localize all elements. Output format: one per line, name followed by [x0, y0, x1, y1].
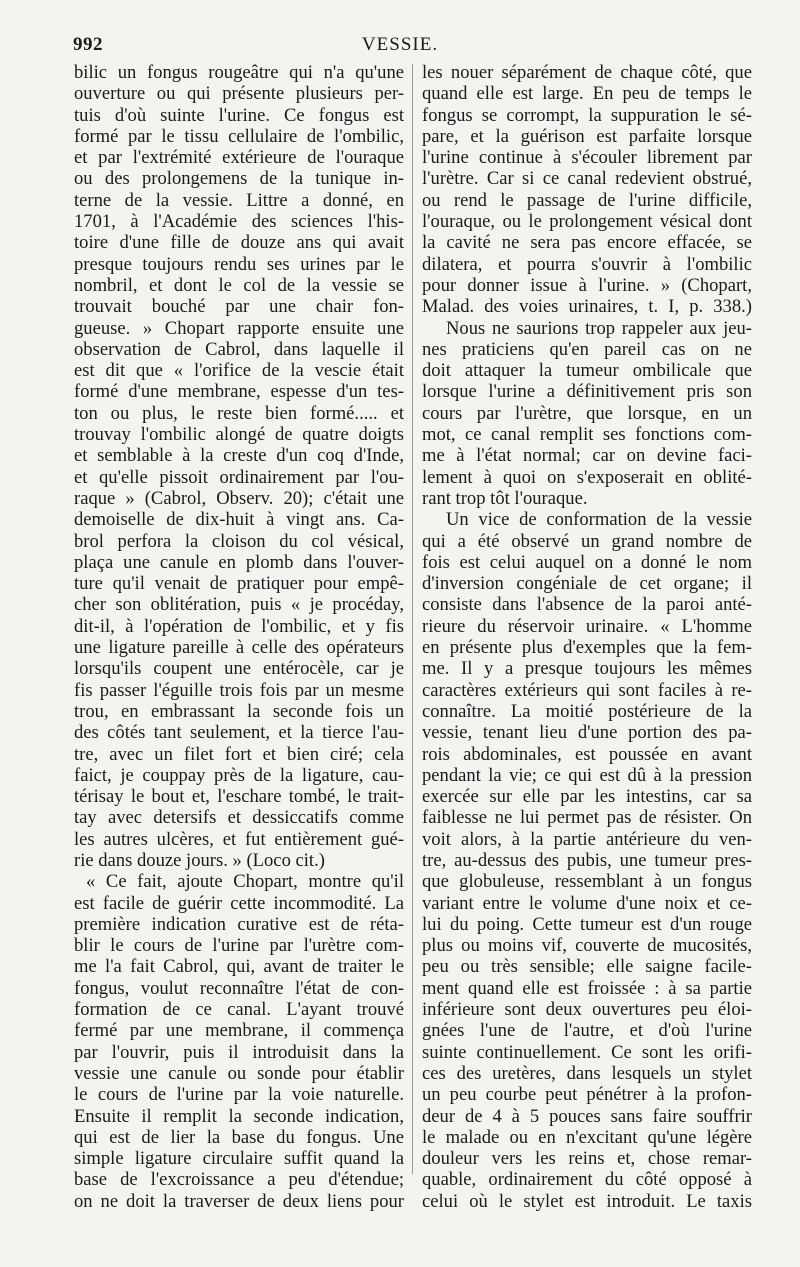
- text-line: presque toujours rendu ses urines par le: [74, 253, 404, 275]
- text-line: variant entre le volume d'une noix et ce-: [422, 892, 752, 914]
- text-line: formé d'une membrane, espesse d'un tes-: [74, 381, 404, 403]
- text-line: vessie une canule ou sonde pour établir: [74, 1062, 404, 1084]
- text-line: pendant la vie; ce qui est dû à la pression: [422, 764, 752, 786]
- text-line: simple ligature circulaire suffit quand la: [74, 1148, 404, 1170]
- text-line: le malade ou en n'excitant qu'une légère: [422, 1126, 752, 1148]
- text-line: qui est de lier la base du fongus. Une: [74, 1126, 404, 1148]
- text-line: suinte continuellement. Ce sont les orifi-: [422, 1041, 752, 1063]
- text-line: deur de 4 à 5 pouces sans faire souffrir: [422, 1105, 752, 1127]
- text-line: cher son oblitération, puis « je procéday,: [74, 594, 404, 616]
- text-line: que globuleuse, ressemblant à un fongus: [422, 871, 752, 893]
- text-line: rieure du réservoir urinaire. « L'homme: [422, 615, 752, 637]
- text-line: tre, au-dessus des pubis, une tumeur pres-: [422, 849, 752, 871]
- text-line: mot, ce canal remplit ses fonctions com-: [422, 424, 752, 446]
- text-line: d'inversion congéniale de cet organe; il: [422, 573, 752, 595]
- text-line: l'urètre. Car si ce canal redevient obstrué,: [422, 168, 752, 190]
- text-line: caractères extérieurs qui sont faciles à re-: [422, 679, 752, 701]
- text-line: nes praticiens qu'en pareil cas on ne: [422, 338, 752, 360]
- text-line: exercée sur elle par les intestins, car sa: [422, 786, 752, 808]
- page-number: 992: [73, 34, 103, 55]
- text-line: ou rend le passage de l'urine difficile,: [422, 189, 752, 211]
- text-line: lui du poing. Cette tumeur est d'un rouge: [422, 913, 752, 935]
- text-line: tuis d'où suinte l'urine. Ce fongus est: [74, 104, 404, 126]
- text-line: fermé par une membrane, il commença: [74, 1020, 404, 1042]
- text-line: térisay le bout et, l'eschare tombé, le trait-: [74, 786, 404, 808]
- text-line: inférieure sont deux ouvertures peu éloi-: [422, 999, 752, 1021]
- running-title: VESSIE.: [361, 34, 439, 55]
- text-line: doit attaquer la tumeur ombilicale que: [422, 360, 752, 382]
- text-line: voit alors, à la partie antérieure du ven-: [422, 828, 752, 850]
- text-line: une ligature pareille à celle des opérateurs: [74, 637, 404, 659]
- text-line: Malad. des voies urinaires, t. I, p. 338.): [422, 296, 752, 318]
- text-line: terne de la vessie. Littre a donné, en: [74, 189, 404, 211]
- text-line: pour donner issue à l'urine. » (Chopart,: [422, 274, 752, 296]
- text-line: fois est celui auquel on a donné le nom: [422, 551, 752, 573]
- text-line: le cours de l'urine par la voie naturelle.: [74, 1084, 404, 1106]
- text-line: lement à quoi on s'exposerait en oblité-: [422, 466, 752, 488]
- text-line: quand elle est large. En peu de temps le: [422, 83, 752, 105]
- right-column: [422, 62, 752, 1212]
- text-line: toire d'une fille de douze ans qui avait: [74, 232, 404, 254]
- text-line: les nouer séparément de chaque côté, que: [422, 62, 752, 83]
- text-line: fongus, voulut reconnaître l'état de con-: [74, 977, 404, 999]
- text-line: faict, je couppay près de la ligature, cau-: [74, 764, 404, 786]
- text-line: qui a été observé un grand nombre de: [422, 530, 752, 552]
- text-line: rois abdominales, est poussée en avant: [422, 743, 752, 765]
- text-line: demoiselle de dix-huit à vingt ans. Ca-: [74, 509, 404, 531]
- text-line: trouvay l'ombilic alongé de quatre doigts: [74, 424, 404, 446]
- text-line: Ensuite il remplit la seconde indication,: [74, 1105, 404, 1127]
- text-line: première indication curative est de réta-: [74, 913, 404, 935]
- text-line: Un vice de conformation de la vessie: [446, 509, 752, 531]
- text-line: quable, ordinairement du côté opposé à: [422, 1169, 752, 1191]
- text-line: connaître. La moitié postérieure de la: [422, 700, 752, 722]
- text-line: fis passer l'éguille trois fois par un mesme: [74, 679, 404, 701]
- text-line: ment quand elle est froissée : à sa partie: [422, 977, 752, 999]
- text-line: fongus se corrompt, la suppuration le sé-: [422, 104, 752, 126]
- text-line: l'ouraque, ou le prolongement vésical dont: [422, 211, 752, 233]
- text-line: Nous ne saurions trop rappeler aux jeu-: [446, 317, 752, 339]
- text-line: vessie, tenant lieu d'une portion des pa-: [422, 722, 752, 744]
- text-line: est dit que « l'orifice de la vescie était: [74, 360, 404, 382]
- text-line: l'urine continue à s'écouler librement par: [422, 147, 752, 169]
- text-line: et semblable à la creste d'un coq d'Inde,: [74, 445, 404, 467]
- text-line: la cavité ne sera pas encore effacée, se: [422, 232, 752, 254]
- text-line: formé par le tissu cellulaire de l'ombilic,: [74, 125, 404, 147]
- text-line: ton ou plus, le reste bien formé..... et: [74, 402, 404, 424]
- text-line: ou des prolongemens de la tunique in-: [74, 168, 404, 190]
- text-line: lorsque l'urine a définitivement pris son: [422, 381, 752, 403]
- left-column: [74, 62, 404, 1212]
- text-line: faiblesse ne lui permet pas de résister. On: [422, 807, 752, 829]
- text-line: raque » (Cabrol, Observ. 20); c'était une: [74, 487, 404, 509]
- text-line: est facile de guérir cette incommodité. La: [74, 892, 404, 914]
- text-line: rant trop tôt l'ouraque.: [422, 487, 588, 509]
- text-line: trou, en embrassant la seconde fois un: [74, 700, 404, 722]
- text-line: cours par l'urètre, que lorsque, en un: [422, 402, 752, 424]
- text-line: ouverture ou qui présente plusieurs per-: [74, 83, 404, 105]
- text-line: ture qu'il venait de pratiquer pour empê-: [74, 573, 404, 595]
- text-line: blir le cours de l'urine par l'urètre com-: [74, 935, 404, 957]
- text-line: des côtés tant seulement, et la tierce l'au-: [74, 722, 404, 744]
- text-line: plaça une canule en plomb dans l'ouver-: [74, 551, 404, 573]
- text-line: en présente plus d'exemples que la fem-: [422, 637, 752, 659]
- text-line: rie dans douze jours. » (Loco cit.): [74, 849, 325, 871]
- text-line: et qu'elle pissoit ordinairement par l'ou-: [74, 466, 404, 488]
- text-line: brol perfora la cloison du col vésical,: [74, 530, 404, 552]
- text-line: nombril, et dont le col de la vessie se: [74, 274, 404, 296]
- text-line: trouvait bouché par une chair fon-: [74, 296, 404, 318]
- text-line: pare, et la guérison est parfaite lorsque: [422, 125, 752, 147]
- text-line: base de l'excroissance a peu d'étendue;: [74, 1169, 404, 1191]
- text-line: on ne doit la traverser de deux liens pour: [74, 1190, 404, 1212]
- page-header: [0, 34, 800, 60]
- text-line: peu ou très sensible; elle saigne facile-: [422, 956, 752, 978]
- text-line: par l'ouvrir, puis il introduisit dans la: [74, 1041, 404, 1063]
- text-line: observation de Cabrol, dans laquelle il: [74, 338, 404, 360]
- text-line: et par l'extrémité extérieure de l'ouraque: [74, 147, 404, 169]
- text-line: douleur vers les reins et, chose remar-: [422, 1148, 752, 1170]
- text-line: gueuse. » Chopart rapporte ensuite une: [74, 317, 404, 339]
- text-line: tre, avec un filet fort et bien ciré; cela: [74, 743, 404, 765]
- text-line: celui où le stylet est introduit. Le taxis: [422, 1190, 752, 1212]
- text-line: me à l'état normal; car on devine faci-: [422, 445, 752, 467]
- text-line: me. Il y a presque toujours les mêmes: [422, 658, 752, 680]
- text-line: dilatera, et pourra s'ouvrir à l'ombilic: [422, 253, 752, 275]
- text-line: formation de ce canal. L'ayant trouvé: [74, 999, 404, 1021]
- text-line: 1701, à l'Académie des sciences l'his-: [74, 211, 404, 233]
- column-divider: [412, 64, 413, 1174]
- text-line: me l'a fait Cabrol, qui, avant de traiter le: [74, 956, 404, 978]
- text-line: bilic un fongus rougeâtre qui n'a qu'une: [74, 62, 404, 83]
- text-line: « Ce fait, ajoute Chopart, montre qu'il: [86, 871, 404, 893]
- text-line: un peu courbe peut pénétrer à la profon-: [422, 1084, 752, 1106]
- text-line: les autres ulcères, et fut entièrement gué-: [74, 828, 404, 850]
- text-line: tay avec detersifs et dessiccatifs comme: [74, 807, 404, 829]
- text-line: gnées l'une de l'autre, et d'où l'urine: [422, 1020, 752, 1042]
- text-line: ces des uretères, dans lesquels un stylet: [422, 1062, 752, 1084]
- text-line: plus ou moins vif, couverte de mucosités,: [422, 935, 752, 957]
- text-line: dit-il, à l'opération de l'ombilic, et y fis: [74, 615, 404, 637]
- text-line: consiste dans l'absence de la paroi anté-: [422, 594, 752, 616]
- text-line: lorsqu'ils coupent une entérocèle, car je: [74, 658, 404, 680]
